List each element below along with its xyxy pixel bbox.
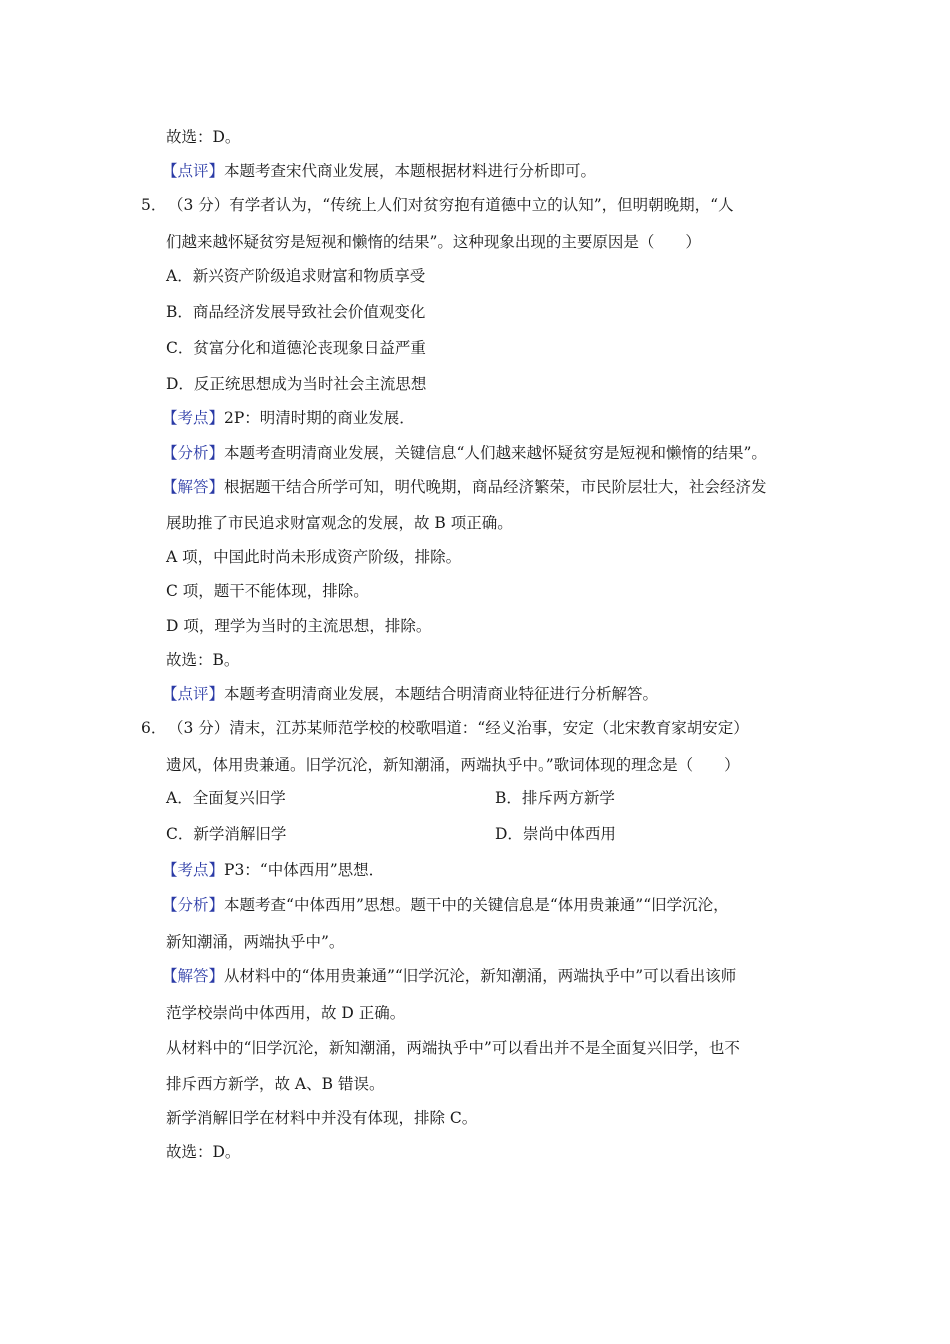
q5-jieda-line4: C 项，题干不能体现，排除。 xyxy=(166,582,369,600)
q5-stem-line2: 们越来越怀疑贫穷是短视和懒惰的结果”。这种现象出现的主要原因是（ ） xyxy=(166,233,701,251)
q6-option-b: B．排斥两方新学 xyxy=(495,789,615,807)
fenxi-tag: 【分析】 xyxy=(162,896,225,914)
q5-option-d: D．反正统思想成为当时社会主流思想 xyxy=(166,375,427,393)
q5-jieda-line2: 展助推了市民追求财富观念的发展，故 B 项正确。 xyxy=(166,514,513,532)
jieda-tag: 【解答】 xyxy=(162,967,225,985)
q5-option-b: B．商品经济发展导致社会价值观变化 xyxy=(166,303,426,321)
q6-fenxi-line2: 新知潮涌，两端执乎中”。 xyxy=(166,933,345,951)
q5-stem-line1: （3 分）有学者认为，“传统上人们对贫穷抱有道德中立的认知”，但明朝晚期，“人 xyxy=(168,196,734,214)
comment-text: 本题考查宋代商业发展，本题根据材料进行分析即可。 xyxy=(224,162,597,180)
dianping-tag: 【点评】 xyxy=(162,685,225,703)
q5-dianping xyxy=(162,684,658,704)
q5-option-a: A．新兴资产阶级追求财富和物质享受 xyxy=(166,267,426,285)
q5-answer: 故选：B。 xyxy=(166,651,240,669)
comment-tag: 【点评】 xyxy=(162,162,225,180)
q6-kaodian xyxy=(162,860,384,880)
q6-jieda-line3: 从材料中的“旧学沉沦，新知潮涌，两端执乎中”可以看出并不是全面复兴旧学，也不 xyxy=(166,1039,740,1057)
q6-option-c: C．新学消解旧学 xyxy=(166,825,287,843)
jieda-text: 从材料中的“体用贵兼通”“旧学沉沦，新知潮涌，两端执乎中”可以看出该师 xyxy=(224,967,737,985)
fenxi-text: 本题考查明清商业发展，关键信息“人们越来越怀疑贫穷是短视和懒惰的结果”。 xyxy=(224,444,767,462)
jieda-text: 根据题干结合所学可知，明代晚期，商品经济繁荣，市民阶层壮大，社会经济发 xyxy=(224,478,767,496)
q5-jieda xyxy=(162,477,767,497)
q4-comment xyxy=(162,161,596,181)
q6-option-a: A．全面复兴旧学 xyxy=(166,789,286,807)
q6-jieda-line5: 新学消解旧学在材料中并没有体现，排除 C。 xyxy=(166,1109,478,1127)
fenxi-text: 本题考查“中体西用”思想。题干中的关键信息是“体用贵兼通”“旧学沉沦， xyxy=(224,896,729,914)
q5-jieda-line3: A 项，中国此时尚未形成资产阶级，排除。 xyxy=(166,548,462,566)
fenxi-tag: 【分析】 xyxy=(162,444,225,462)
dianping-text: 本题考查明清商业发展，本题结合明清商业特征进行分析解答。 xyxy=(224,685,659,703)
q5-option-c: C．贫富分化和道德沦丧现象日益严重 xyxy=(166,339,426,357)
q6-option-d: D．崇尚中体西用 xyxy=(495,825,616,843)
kaodian-text: P3：“中体西用”思想． xyxy=(224,861,385,879)
q4-answer: 故选：D。 xyxy=(166,128,241,146)
q6-stem-line1: （3 分）清末，江苏某师范学校的校歌唱道：“经义治事，安定（北宋教育家胡安定） xyxy=(168,719,749,737)
kaodian-tag: 【考点】 xyxy=(162,861,225,879)
q6-stem-line2: 遗风，体用贵兼通。旧学沉沦，新知潮涌，两端执乎中。”歌词体现的理念是（ ） xyxy=(166,756,740,774)
q6-answer: 故选：D。 xyxy=(166,1143,241,1161)
q6-jieda-line4: 排斥西方新学，故 A、B 错误。 xyxy=(166,1075,385,1093)
q5-fenxi xyxy=(162,443,767,463)
q6-jieda-line2: 范学校崇尚中体西用，故 D 正确。 xyxy=(166,1004,406,1022)
q6-jieda xyxy=(162,966,736,986)
jieda-tag: 【解答】 xyxy=(162,478,225,496)
q5-number: 5． xyxy=(141,196,167,214)
q6-fenxi xyxy=(162,895,729,915)
kaodian-text: 2P：明清时期的商业发展． xyxy=(224,409,415,427)
kaodian-tag: 【考点】 xyxy=(162,409,225,427)
q5-jieda-line5: D 项，理学为当时的主流思想，排除。 xyxy=(166,617,432,635)
q6-number: 6． xyxy=(141,719,167,737)
q5-kaodian xyxy=(162,408,415,428)
